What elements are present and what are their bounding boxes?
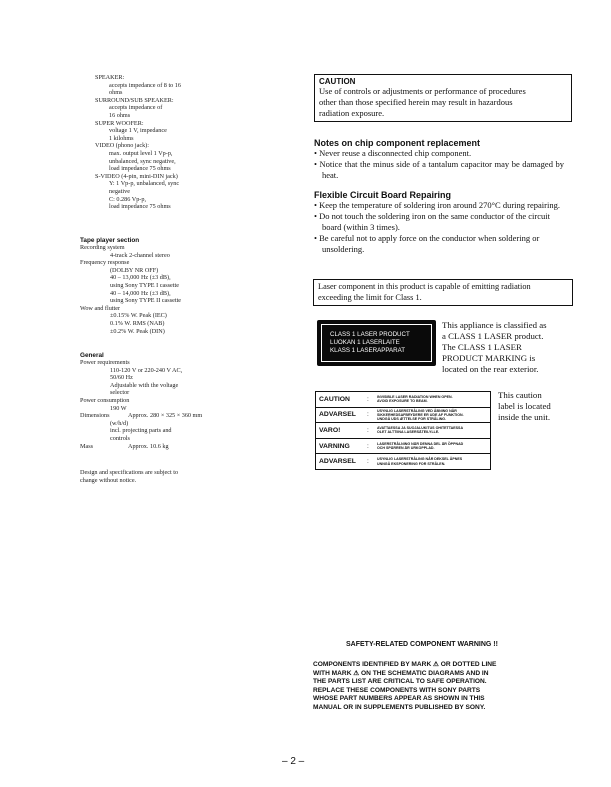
caution-line: radiation exposure. bbox=[319, 107, 385, 118]
caution-label-colon: : bbox=[367, 442, 369, 450]
spec-line: accepts impedance of bbox=[109, 104, 163, 112]
class1-desc-line: This appliance is classified as bbox=[442, 320, 547, 330]
spec-line bbox=[80, 443, 280, 451]
class1-desc-line: PRODUCT MARKING is bbox=[442, 353, 536, 363]
spec-label: Mass bbox=[80, 442, 94, 450]
caution-label bbox=[315, 391, 491, 470]
spec-line: ±0.15% W. Peak (IEC) bbox=[110, 312, 167, 320]
spec-line: 4-track 2-channel stereo bbox=[110, 251, 170, 259]
flex-item: • Do not touch the soldering iron on the same conductor of the circuit board (within 3 times). bbox=[314, 211, 550, 232]
spec-line: unbalanced, sync negative, bbox=[109, 157, 176, 165]
chip-item: • Never reuse a disconnected chip component. bbox=[314, 148, 472, 158]
spec-line: using Sony TYPE II cassette bbox=[110, 297, 182, 305]
spec-line: ±0.2% W. Peak (DIN) bbox=[110, 327, 165, 335]
spec-line: selector bbox=[110, 389, 130, 397]
caution-label-text: LASERSTRÅLNING NÄR DENNA DEL ÄR ÖPPNAD OCH SPÄRREN ÄR URKOPPLAD. bbox=[377, 441, 464, 451]
class1-desc-line: located on the rear exterior. bbox=[442, 364, 539, 374]
class1-label-line: LUOKAN 1 LASERLAITE bbox=[330, 339, 400, 346]
spec-line: Recording system bbox=[80, 244, 125, 251]
spec-line: Power consumption bbox=[80, 396, 130, 404]
spec-line: Power requirements bbox=[80, 359, 130, 366]
class1-description bbox=[442, 320, 572, 375]
chip-item: • Notice that the minus side of a tantalum capacitor may be damaged by heat. bbox=[314, 159, 564, 180]
safety-line: MANUAL OR IN SUPPLEMENTS PUBLISHED BY SONY. bbox=[313, 703, 486, 711]
safety-line: WHOSE PART NUMBERS APPEAR AS SHOWN IN THIS bbox=[313, 695, 485, 703]
class1-desc-line: The CLASS 1 LASER bbox=[442, 342, 522, 352]
caution-label-text: INVISIBLE LASER RADIATION WHEN OPEN. AVOID EXPOSURE TO BEAM. bbox=[377, 395, 453, 404]
spec-line: 0.1% W. RMS (NAB) bbox=[110, 319, 165, 327]
caution-desc-line: label is located bbox=[498, 401, 551, 411]
caution-label-row bbox=[316, 392, 490, 408]
spec-line: voltage 1 V, impedance bbox=[109, 127, 167, 135]
spec-line: 190 W bbox=[110, 404, 127, 412]
spec-line: controls bbox=[110, 434, 130, 442]
spec-line: 1 kilohms bbox=[109, 134, 134, 142]
tape-section bbox=[80, 237, 280, 335]
class1-label-line: CLASS 1 LASER PRODUCT bbox=[330, 331, 410, 338]
caution-label-text: USYNLIG LASERSTRÅLING NÅR DEKSEL ÅPNES UNNGÅ EKSPONERING FOR STRÅLEN. bbox=[377, 457, 463, 466]
caution-label-key: ADVARSEL bbox=[319, 458, 356, 466]
footer-note bbox=[80, 469, 178, 484]
caution-desc-line: inside the unit. bbox=[498, 412, 551, 422]
footer-note-line: Design and specifications are subject to bbox=[80, 469, 179, 476]
tape-specs bbox=[80, 244, 280, 335]
flex-section bbox=[314, 190, 564, 255]
laser-notice-line: exceeding the limit for Class 1. bbox=[318, 292, 422, 302]
laser-notice-box bbox=[313, 279, 573, 306]
tape-heading: Tape player section bbox=[80, 237, 140, 244]
flex-title: Flexible Circuit Board Repairing bbox=[314, 190, 452, 200]
caution-label-colon: : bbox=[367, 395, 369, 403]
spec-line: Wow and flutter bbox=[80, 304, 121, 312]
caution-line: Use of controls or adjustments or performance of procedures bbox=[319, 86, 526, 96]
caution-title: CAUTION bbox=[319, 77, 356, 86]
spec-line: negative bbox=[109, 187, 130, 195]
caution-line: other than those specified herein may result in hazardous bbox=[319, 96, 513, 107]
caution-label-row bbox=[316, 454, 490, 469]
spec-line: using Sony TYPE I cassette bbox=[110, 281, 179, 289]
safety-warning-body bbox=[313, 661, 573, 713]
caution-label-text: USYNLIG LASERSTRÅLING VED ÅBNING NÅR SIKKERHEDSAFBRYDERE ER UDE AF FUNKTION. UNDGÅ UDS ÆTTELSE FOR STRÅLING. bbox=[377, 408, 464, 421]
class1-label-line: KLASS 1 LASERAPPARAT bbox=[330, 347, 406, 354]
caution-desc-line: This caution bbox=[498, 390, 542, 400]
caution-label-key: ADVARSEL bbox=[319, 411, 356, 419]
chip-title: Notes on chip component replacement bbox=[314, 138, 481, 148]
class1-laser-label bbox=[317, 320, 436, 366]
caution-label-row bbox=[316, 408, 490, 424]
spec-line: accepts impedance of 8 to 16 bbox=[109, 81, 181, 89]
safety-line: REPLACE THESE COMPONENTS WITH SONY PARTS bbox=[313, 686, 481, 694]
spec-line: 16 ohms bbox=[109, 111, 131, 119]
spec-line: SUPER WOOFER: bbox=[95, 119, 144, 127]
spec-line: S-VIDEO (4-pin, mini-DIN jack) bbox=[95, 172, 178, 180]
general-heading: General bbox=[80, 352, 104, 359]
safety-line: COMPONENTS IDENTIFIED BY MARK ⚠ OR DOTTED LINE bbox=[313, 661, 497, 668]
spec-line: (w/h/d) bbox=[110, 419, 129, 427]
spec-line: load impedance 75 ohms bbox=[109, 203, 171, 211]
spec-line: 110-120 V or 220-240 V AC, bbox=[110, 366, 183, 374]
general-section bbox=[80, 352, 280, 450]
caution-label-key: VARO! bbox=[319, 426, 341, 434]
flex-item: • Keep the temperature of soldering iron around 270°C during repairing. bbox=[314, 200, 560, 210]
spec-line: max. output level 1 Vp-p, bbox=[109, 149, 173, 157]
spec-line: Adjustable with the voltage bbox=[110, 381, 179, 389]
spec-line: incl. projecting parts and bbox=[110, 427, 172, 435]
spec-line: 40 – 13,000 Hz (±3 dB), bbox=[110, 274, 171, 282]
caution-label-key: VARNING bbox=[319, 442, 350, 450]
caution-label-row bbox=[316, 423, 490, 439]
spec-line: Frequency response bbox=[80, 259, 130, 267]
safety-warning-title: SAFETY-RELATED COMPONENT WARNING !! bbox=[346, 641, 498, 648]
spec-line: SURROUND/SUB SPEAKER: bbox=[95, 96, 174, 104]
safety-line: WITH MARK ⚠ ON THE SCHEMATIC DIAGRAMS AND IN bbox=[313, 669, 489, 677]
spec-value: Approx. 10.6 kg bbox=[128, 442, 169, 450]
caution-label-colon: : bbox=[367, 458, 369, 466]
laser-notice-line: Laser component in this product is capable of emitting radiation bbox=[318, 282, 531, 291]
footer-note-line: change without notice. bbox=[80, 476, 137, 484]
caution-label-colon: : bbox=[367, 411, 369, 419]
spec-line: ohms bbox=[109, 89, 123, 97]
safety-line: THE PARTS LIST ARE CRITICAL TO SAFE OPERATION. bbox=[313, 678, 487, 686]
spec-line: VIDEO (phono jack): bbox=[95, 142, 149, 150]
specs-top bbox=[95, 74, 295, 211]
caution-label-text: AVATTAESSA JA SUOJALUKITUS OHITETTAESSA OLET ALTTIINA LASERSÄTEILYLLE. bbox=[377, 426, 464, 435]
spec-line: 50/60 Hz bbox=[110, 374, 133, 382]
spec-label: Dimensions bbox=[80, 412, 110, 420]
caution-label-row bbox=[316, 439, 490, 455]
caution-label-description bbox=[498, 390, 578, 423]
spec-line: Y: 1 Vp-p, unbalanced, sync bbox=[109, 180, 180, 188]
caution-box bbox=[314, 74, 572, 122]
caution-label-colon: : bbox=[367, 426, 369, 434]
spec-line: SPEAKER: bbox=[95, 74, 125, 81]
flex-item: • Be careful not to apply force on the conductor when soldering or unsoldering. bbox=[314, 233, 540, 254]
spec-value: Approx. 280 × 325 × 360 mm bbox=[128, 412, 203, 420]
caution-label-key: CAUTION bbox=[319, 395, 350, 403]
spec-line: load impedance 75 ohms bbox=[109, 165, 171, 173]
spec-line bbox=[80, 412, 280, 420]
spec-line: (DOLBY NR OFF) bbox=[110, 266, 159, 274]
general-specs bbox=[80, 359, 280, 450]
page-number: – 2 – bbox=[282, 756, 305, 767]
chip-section bbox=[314, 138, 564, 181]
class1-desc-line: a CLASS 1 LASER product. bbox=[442, 331, 544, 341]
spec-line: 40 – 14,000 Hz (±3 dB), bbox=[110, 289, 171, 297]
spec-line: C: 0.286 Vp-p, bbox=[109, 195, 147, 203]
